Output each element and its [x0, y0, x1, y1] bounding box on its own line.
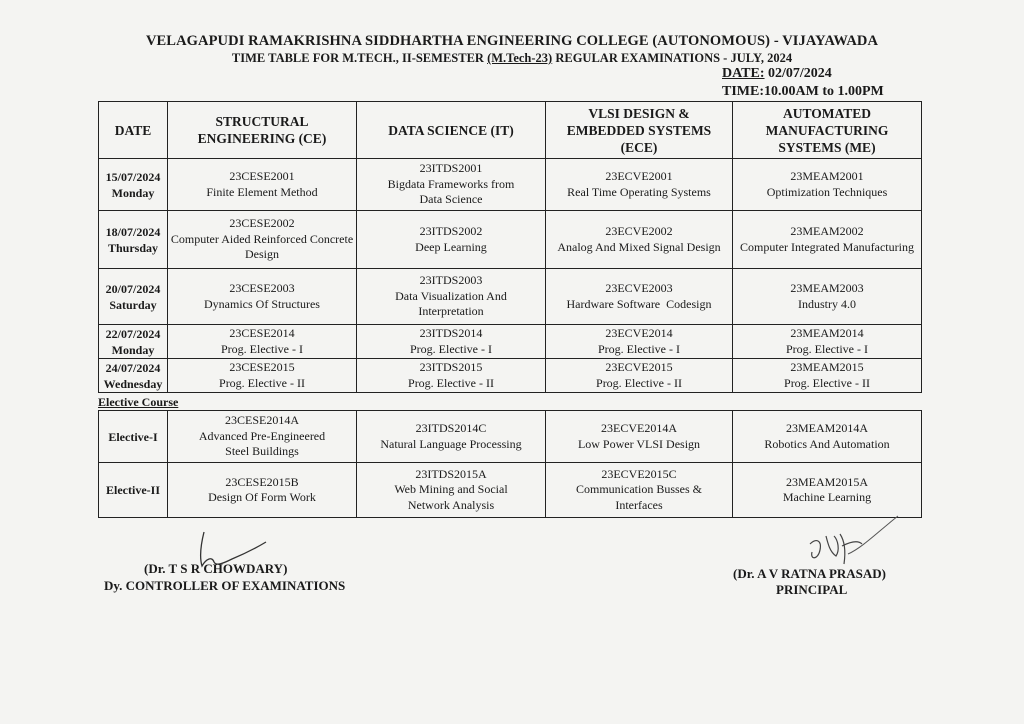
subject-name: Low Power VLSI Design: [577, 436, 701, 451]
day: Monday: [111, 185, 155, 200]
table-row: [99, 159, 922, 211]
subject-cell: [546, 411, 733, 463]
subject-name: Web Mining and Social Network Analysis: [394, 482, 508, 512]
subject-cell: [546, 463, 733, 518]
subject-name: Prog. Elective - II: [784, 375, 870, 390]
college-name: VELAGAPUDI RAMAKRISHNA SIDDHARTHA ENGINEERING COLLEGE (AUTONOMOUS) - VIJAYAWADA: [145, 33, 879, 49]
subject-name: Analog And Mixed Signal Design: [557, 239, 721, 254]
subject-name: Industry 4.0: [798, 296, 856, 311]
subject-code: 23CESE2002: [229, 216, 295, 231]
subject-cell: [357, 411, 546, 463]
subject-code: 23ITDS2002: [419, 224, 483, 238]
date-cell: [99, 269, 168, 325]
issue-date: [722, 66, 832, 82]
subject-code: 23ITDS2014C: [415, 421, 487, 435]
subject-name: Computer Aided Reinforced Concrete Design: [170, 231, 354, 262]
subject-name: Bigdata Frameworks from Data Science: [387, 176, 515, 207]
subject-cell: [733, 211, 922, 269]
date: 24/07/2024: [105, 360, 161, 375]
subject-cell: [168, 359, 357, 393]
subject-name: Prog. Elective - II: [596, 375, 682, 390]
subject-name: Prog. Elective - II: [219, 375, 305, 390]
subject-cell: [357, 211, 546, 269]
subject-code: 23CESE2014: [229, 326, 295, 340]
timetable-subtitle: [0, 51, 1024, 66]
subject-name: Deep Learning: [415, 239, 487, 254]
subject-cell: [357, 325, 546, 359]
date: 15/07/2024: [105, 169, 161, 184]
controller-name: (Dr. T S R CHOWDARY): [144, 561, 288, 576]
table-row: [99, 411, 922, 463]
subject-cell: [168, 269, 357, 325]
subject-code: 23CESE2015B: [225, 474, 299, 489]
column-header-ce: STRUCTURAL ENGINEERING (CE): [168, 102, 357, 159]
subject-code: 23ITDS2001: [419, 161, 483, 176]
subject-name: Prog. Elective - II: [408, 375, 494, 390]
subject-name: Advanced Pre-Engineered Steel Buildings: [198, 428, 326, 459]
date: 20/07/2024: [105, 281, 161, 296]
subject-name: Finite Element Method: [206, 184, 318, 199]
subject-name: Natural Language Processing: [380, 436, 522, 451]
subject-name: Robotics And Automation: [764, 436, 890, 451]
subject-code: 23ECVE2015C: [601, 466, 677, 481]
controller-title: Dy. CONTROLLER OF EXAMINATIONS: [104, 578, 346, 593]
subject-cell: [733, 411, 922, 463]
subject-cell: [733, 159, 922, 211]
elective-table: [98, 410, 922, 518]
table-row: [99, 325, 922, 359]
date: 18/07/2024: [105, 224, 161, 239]
column-header-it: DATA SCIENCE (IT): [357, 102, 546, 159]
subject-code: 23MEAM2003: [790, 281, 864, 295]
subject-cell: [733, 325, 922, 359]
date-value: 02/07/2024: [764, 66, 832, 81]
subject-code: 23ITDS2003: [419, 273, 483, 288]
subject-name: Prog. Elective - I: [786, 341, 868, 356]
subject-code: 23MEAM2001: [790, 169, 864, 183]
table-row: [99, 359, 922, 393]
subject-cell: [357, 269, 546, 325]
date-cell: [99, 359, 168, 393]
subtitle-prefix: TIME TABLE FOR M.TECH., II-SEMESTER: [231, 51, 488, 65]
subject-name: Computer Integrated Manufacturing: [740, 239, 914, 254]
subject-cell: [357, 359, 546, 393]
column-header-date: DATE: [99, 102, 168, 159]
subject-cell: [357, 159, 546, 211]
table-row: [99, 211, 922, 269]
subject-code: 23ITDS2014: [419, 326, 483, 340]
day: Wednesday: [103, 376, 163, 391]
subject-cell: [546, 325, 733, 359]
subject-name: Hardware Software Codesign: [566, 296, 712, 311]
subject-code: 23MEAM2002: [790, 224, 864, 238]
subject-cell: [168, 325, 357, 359]
subject-name: Prog. Elective - I: [598, 341, 680, 356]
subject-name: Design Of Form Work: [208, 490, 316, 504]
day: Thursday: [107, 240, 159, 255]
subject-code: 23ECVE2014A: [601, 421, 677, 435]
subject-code: 23MEAM2014: [790, 326, 864, 340]
exam-time: TIME:10.00AM to 1.00PM: [722, 84, 884, 99]
subject-code: 23ECVE2001: [605, 169, 673, 183]
subject-cell: [546, 359, 733, 393]
subject-cell: [733, 359, 922, 393]
elective-label: Elective-II: [99, 463, 168, 518]
subject-cell: [546, 269, 733, 325]
subject-code: 23MEAM2014A: [785, 421, 868, 435]
subject-name: Prog. Elective - I: [221, 341, 303, 356]
subject-code: 23ITDS2015: [419, 360, 483, 374]
day: Monday: [111, 342, 155, 357]
subject-name: Data Visualization And Interpretation: [395, 288, 507, 319]
date-cell: [99, 211, 168, 269]
subject-code: 23CESE2001: [229, 169, 295, 183]
subject-code: 23ECVE2002: [605, 224, 673, 238]
signature-scribble-right: [792, 510, 902, 570]
subject-name: Dynamics Of Structures: [204, 296, 320, 311]
table-header-row: [99, 102, 922, 159]
subject-cell: [546, 211, 733, 269]
subject-cell: [168, 463, 357, 518]
subject-name: Real Time Operating Systems: [567, 184, 711, 199]
subject-name: Optimization Techniques: [766, 184, 888, 199]
column-header-me: AUTOMATED MANUFACTURING SYSTEMS (ME): [733, 102, 922, 159]
subject-code: 23MEAM2015: [790, 360, 864, 374]
subject-code: 23CESE2003: [229, 281, 295, 295]
subject-code: 23ECVE2014: [605, 326, 673, 340]
subject-cell: [168, 211, 357, 269]
column-header-ece: VLSI DESIGN & EMBEDDED SYSTEMS (ECE): [546, 102, 733, 159]
subject-code: 23CESE2014A: [224, 413, 299, 428]
subject-name: Prog. Elective - I: [410, 341, 492, 356]
subject-code: 23ITDS2015A: [415, 466, 487, 481]
elective-label: Elective-I: [99, 411, 168, 463]
subject-code: 23ECVE2003: [605, 281, 673, 295]
subject-code: 23MEAM2015A: [785, 474, 868, 489]
elective-course-caption: Elective Course: [98, 395, 179, 409]
subject-name: Communication Busses & Interfaces: [576, 482, 702, 512]
date-cell: [99, 159, 168, 211]
timetable-table: [98, 101, 922, 393]
subject-cell: [546, 159, 733, 211]
principal-name: (Dr. A V RATNA PRASAD): [733, 566, 887, 581]
subtitle-suffix: REGULAR EXAMINATIONS - JULY, 2024: [552, 51, 793, 65]
date: 22/07/2024: [105, 326, 161, 341]
subject-code: 23ECVE2015: [605, 360, 673, 374]
subject-name: Machine Learning: [782, 490, 872, 504]
table-row: [99, 269, 922, 325]
principal-title: PRINCIPAL: [776, 582, 848, 597]
subject-code: 23CESE2015: [229, 360, 295, 374]
date-cell: [99, 325, 168, 359]
subject-cell: [168, 159, 357, 211]
regulation-label: (M.Tech-23): [487, 51, 553, 65]
subject-cell: [357, 463, 546, 518]
day: Saturday: [109, 297, 157, 312]
subject-cell: [733, 269, 922, 325]
subject-cell: [168, 411, 357, 463]
date-label: DATE:: [722, 66, 765, 81]
